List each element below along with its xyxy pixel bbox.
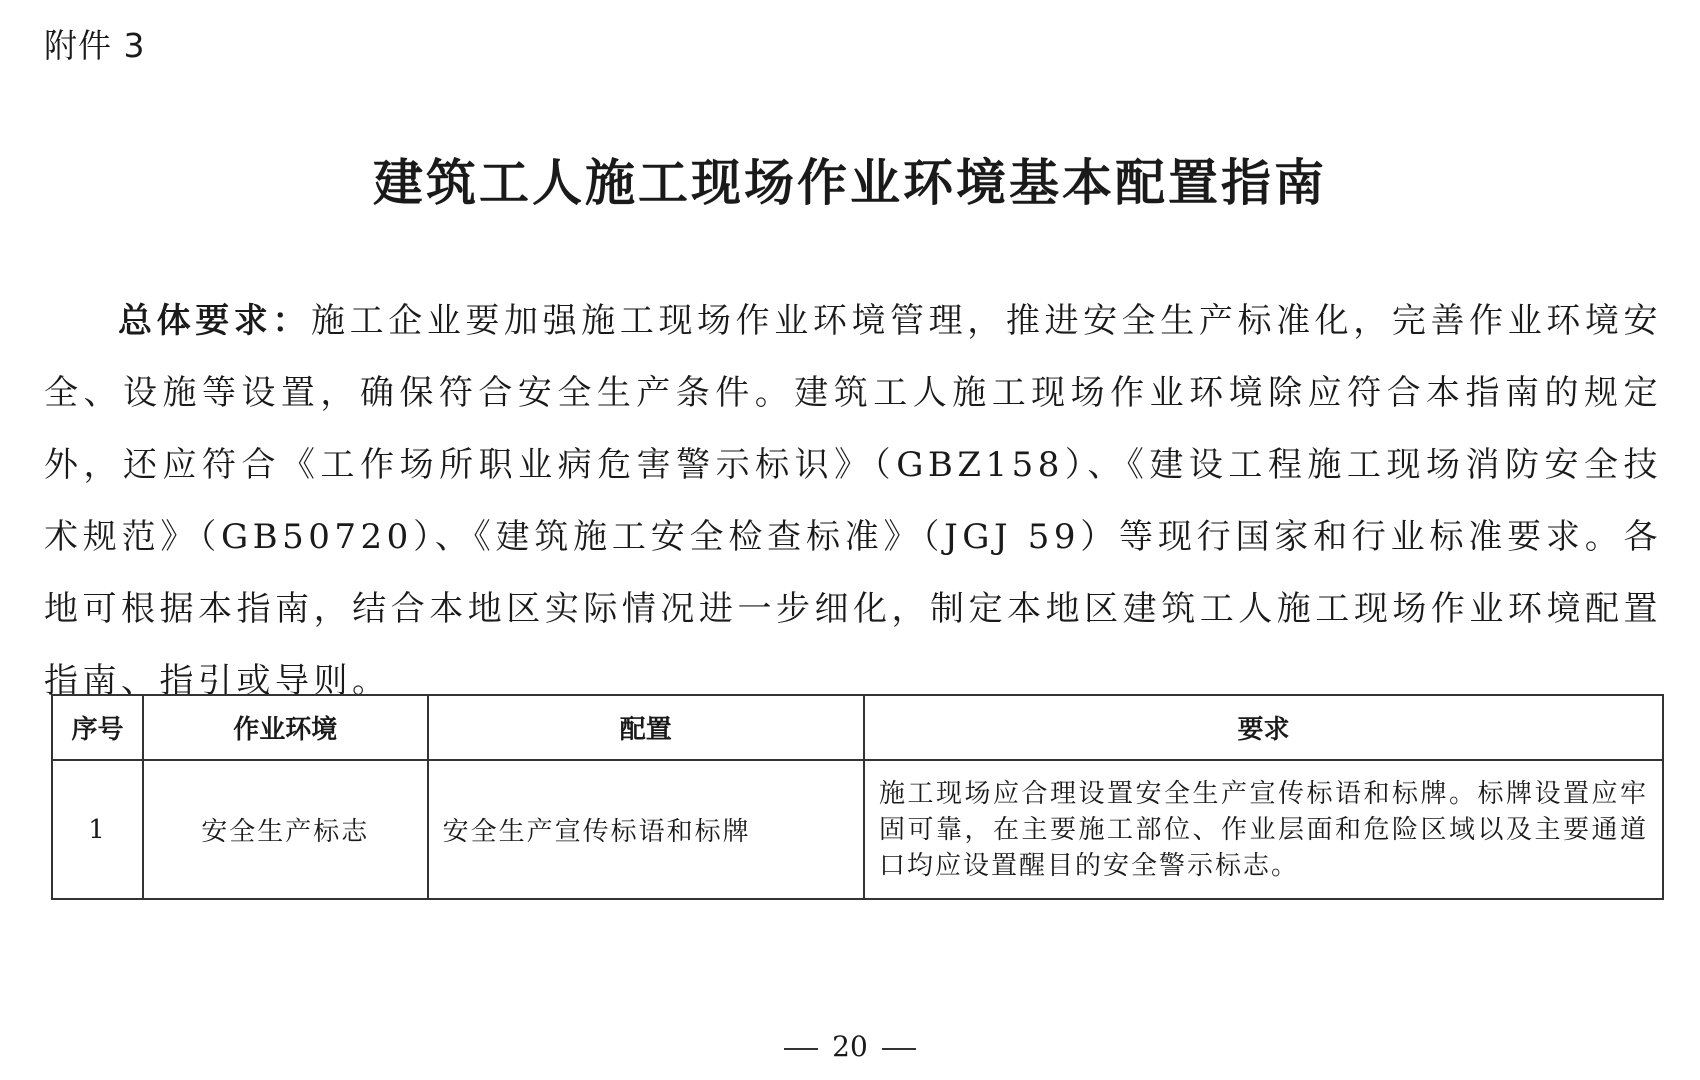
table-header-row bbox=[52, 695, 1663, 760]
table-row bbox=[52, 760, 1663, 899]
header-configuration: 配置 bbox=[428, 695, 864, 760]
header-requirements: 要求 bbox=[864, 695, 1663, 760]
configuration-table bbox=[51, 694, 1664, 900]
page-footer bbox=[0, 1030, 1700, 1063]
document-title: 建筑工人施工现场作业环境基本配置指南 bbox=[373, 153, 1327, 212]
header-work-environment: 作业环境 bbox=[143, 695, 428, 760]
general-requirements-lead: 总体要求： bbox=[118, 301, 312, 341]
cell-work-environment: 安全生产标志 bbox=[143, 760, 428, 899]
cell-serial-number: 1 bbox=[52, 760, 143, 899]
cell-configuration: 安全生产宣传标语和标牌 bbox=[428, 760, 864, 899]
footer-dash-right bbox=[882, 1048, 916, 1050]
header-serial-number: 序号 bbox=[52, 695, 143, 760]
page-number: 20 bbox=[832, 1030, 868, 1063]
footer-dash-left bbox=[784, 1048, 818, 1050]
attachment-label: 附件 3 bbox=[44, 26, 146, 65]
general-requirements-body: 施工企业要加强施工现场作业环境管理，推进安全生产标准化，完善作业环境安全、设施等设置，确保符合安全生产条件。建筑工人施工现场作业环境除应符合本指南的规定外，还应符合《工作场所职业病危害警示标识》（GBZ158）、《建设工程施工现场消防安全技术规范》（GB50720）、《建筑施工安全检查标准》（JGJ 59）等现行国家和行业标准要求。各地可根据本指南，结合本地区实际情况进一步细化，制定本地区建筑工人施工现场作业环境配置指南、指引或导则。 bbox=[44, 301, 1663, 701]
cell-requirements: 施工现场应合理设置安全生产宣传标语和标牌。标牌设置应牢固可靠，在主要施工部位、作业层面和危险区域以及主要通道口均应设置醒目的安全警示标志。 bbox=[864, 760, 1663, 899]
general-requirements-paragraph bbox=[44, 285, 1662, 717]
